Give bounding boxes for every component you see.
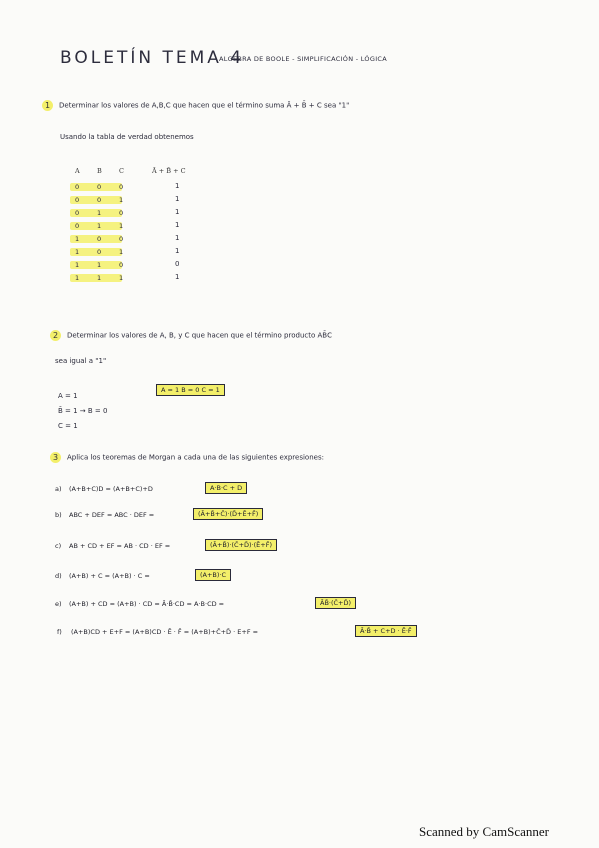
truth-table-row bbox=[75, 247, 141, 257]
truth-table-row bbox=[75, 208, 141, 218]
truth-table-header bbox=[75, 167, 141, 175]
truth-table-row bbox=[75, 182, 141, 192]
truth-table-cell-c: 1 bbox=[119, 222, 124, 230]
truth-table-cell-a: 1 bbox=[75, 261, 80, 269]
truth-table-cell-output: 0 bbox=[175, 260, 180, 268]
page-subtitle: ALGEBRA DE BOOLE - SIMPLIFICACIÓN - LÓGICA bbox=[219, 55, 387, 63]
question-3-item-answer-box: Ā·B̄ + C+D · Ē·F̄ bbox=[355, 625, 417, 637]
question-3-item-answer-box: ĀB̄·(C̄+D̄) bbox=[315, 597, 356, 609]
truth-table-cell-c: 1 bbox=[119, 196, 124, 204]
question-number-badge: 1 bbox=[42, 100, 53, 111]
question-3-item-label: e) bbox=[55, 600, 62, 608]
truth-table-cell-c: 1 bbox=[119, 248, 124, 256]
question-3-item-answer-box: A·B·C + D bbox=[205, 482, 247, 494]
truth-table-cell-output: 1 bbox=[175, 273, 180, 281]
question-2-line-a: A = 1 bbox=[58, 392, 78, 400]
truth-table-col-output: Ā + B̄ + C bbox=[152, 167, 186, 175]
truth-table-cell-b: 1 bbox=[97, 274, 102, 282]
question-3-item-expression: (A+B) + C = (A+B) · C = bbox=[69, 572, 150, 580]
truth-table-cell-output: 1 bbox=[175, 195, 180, 203]
question-2-text: Determinar los valores de A, B, y C que hacen que el término producto AB̄C bbox=[67, 331, 332, 340]
question-3-item-expression: ABC + DEF = ABC · DEF = bbox=[69, 511, 155, 519]
question-3-item-answer-box: (Ā+B̄)·(C̄+D̄)·(Ē+F̄) bbox=[205, 539, 277, 551]
truth-table-cell-b: 1 bbox=[97, 222, 102, 230]
truth-table-cell-b: 0 bbox=[97, 248, 102, 256]
question-2-line-b: B̄ = 1 → B = 0 bbox=[58, 407, 108, 415]
question-3-prompt bbox=[50, 452, 324, 463]
truth-table-col-c: C bbox=[119, 167, 124, 175]
truth-table-cell-output: 1 bbox=[175, 221, 180, 229]
question-2-text-continued: sea igual a "1" bbox=[55, 357, 107, 365]
question-3-item-label: d) bbox=[55, 572, 62, 580]
truth-table-row bbox=[75, 234, 141, 244]
question-3-item-expression: (A+B) + CD = (A+B) · CD = Ā·B̄·CD = A·B·CD = bbox=[69, 600, 225, 608]
truth-table-cell-a: 1 bbox=[75, 235, 80, 243]
truth-table-col-b: B bbox=[97, 167, 102, 175]
truth-table-cell-c: 0 bbox=[119, 261, 124, 269]
truth-table-cell-c: 1 bbox=[119, 274, 124, 282]
truth-table-col-a: A bbox=[75, 167, 80, 175]
truth-table-cell-a: 1 bbox=[75, 248, 80, 256]
question-1-prompt bbox=[42, 100, 349, 111]
truth-table-row bbox=[75, 273, 141, 283]
question-number-badge: 3 bbox=[50, 452, 61, 463]
question-1-note: Usando la tabla de verdad obtenemos bbox=[60, 133, 194, 141]
truth-table-cell-c: 0 bbox=[119, 183, 124, 191]
page-title: BOLETÍN TEMA 4 bbox=[60, 48, 245, 68]
truth-table-row bbox=[75, 260, 141, 270]
question-2-line-c: C = 1 bbox=[58, 422, 78, 430]
truth-table-cell-output: 1 bbox=[175, 208, 180, 216]
truth-table-cell-output: 1 bbox=[175, 182, 180, 190]
truth-table-cell-c: 0 bbox=[119, 209, 124, 217]
truth-table-cell-a: 0 bbox=[75, 222, 80, 230]
question-2-answer-box: A = 1 B = 0 C = 1 bbox=[156, 384, 225, 396]
truth-table-row bbox=[75, 195, 141, 205]
truth-table-cell-a: 1 bbox=[75, 274, 80, 282]
question-3-item-expression: (A+B+C)D = (A+B+C)+D bbox=[69, 485, 153, 493]
truth-table-row bbox=[75, 221, 141, 231]
question-3-item-answer-box: (A+B)·C bbox=[195, 569, 231, 581]
question-2-prompt bbox=[50, 330, 332, 341]
question-number-badge: 2 bbox=[50, 330, 61, 341]
scanner-watermark: Scanned by CamScanner bbox=[419, 824, 549, 839]
truth-table-cell-b: 1 bbox=[97, 209, 102, 217]
truth-table-cell-a: 0 bbox=[75, 183, 80, 191]
question-3-item-label: a) bbox=[55, 485, 62, 493]
truth-table-cell-a: 0 bbox=[75, 196, 80, 204]
truth-table-cell-b: 1 bbox=[97, 261, 102, 269]
question-3-item-label: c) bbox=[55, 542, 62, 550]
question-3-item-label: f) bbox=[57, 628, 62, 636]
truth-table-cell-a: 0 bbox=[75, 209, 80, 217]
truth-table-cell-b: 0 bbox=[97, 196, 102, 204]
truth-table-cell-output: 1 bbox=[175, 247, 180, 255]
question-3-item-expression: (A+B)CD + E+F = (A+B)CD · Ē · F̄ = (A+B)+C̄+D̄ · E+F = bbox=[71, 628, 259, 636]
question-3-item-label: b) bbox=[55, 511, 62, 519]
truth-table-cell-output: 1 bbox=[175, 234, 180, 242]
question-1-text: Determinar los valores de A,B,C que hacen que el término suma Ā + B̄ + C sea "1" bbox=[59, 101, 350, 110]
truth-table-cell-b: 0 bbox=[97, 183, 102, 191]
truth-table-cell-b: 0 bbox=[97, 235, 102, 243]
question-3-text: Aplica los teoremas de Morgan a cada una de las siguientes expresiones: bbox=[67, 453, 324, 462]
question-3-item-expression: AB + CD + EF = AB · CD · EF = bbox=[69, 542, 171, 550]
truth-table-cell-c: 0 bbox=[119, 235, 124, 243]
question-3-item-answer-box: (Ā+B̄+C̄)·(D̄+Ē+F̄) bbox=[193, 508, 263, 520]
